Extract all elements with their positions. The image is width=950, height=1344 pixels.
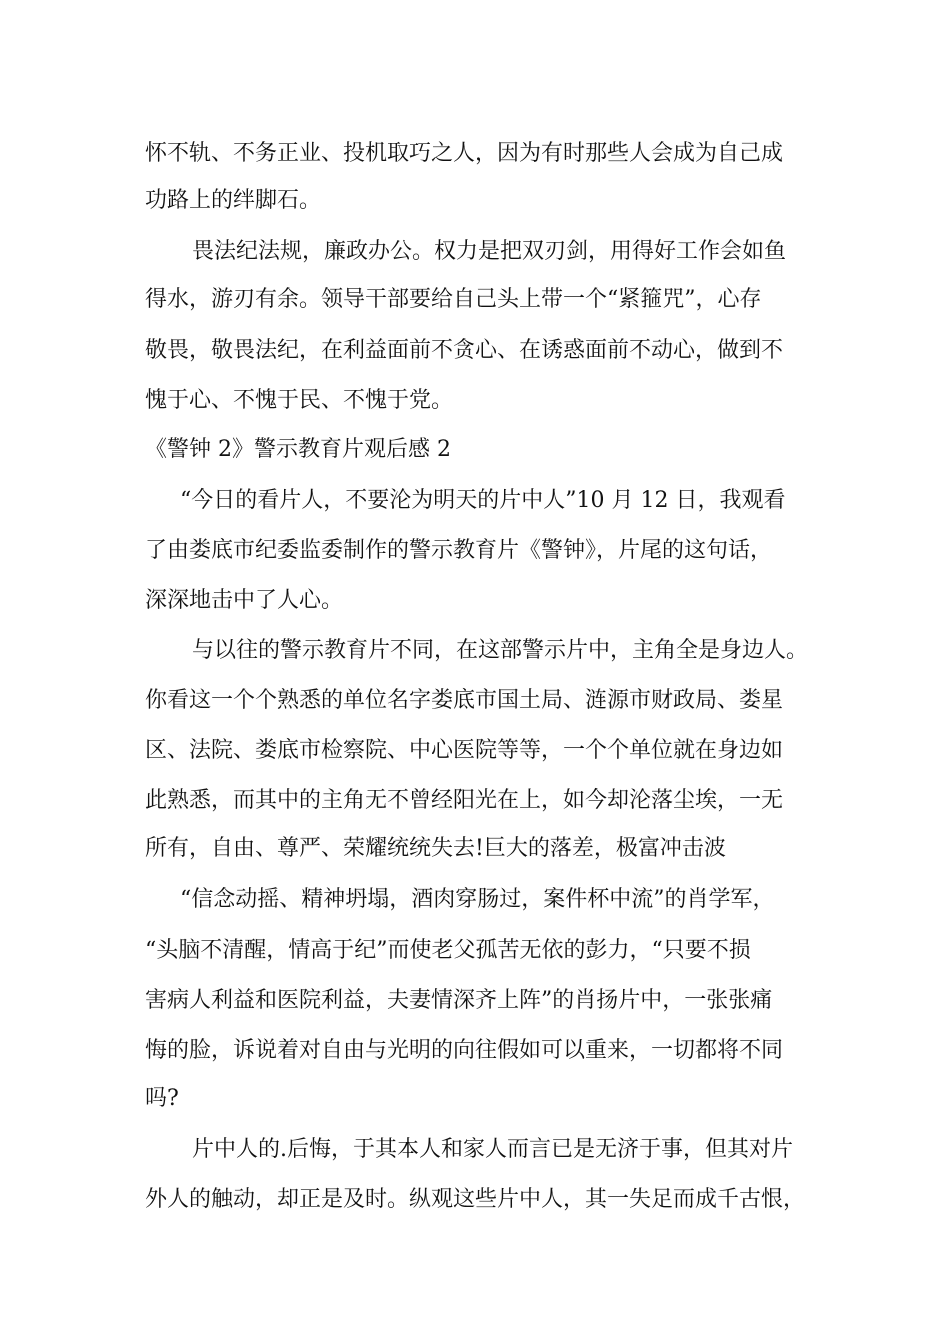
paragraph-line: 外人的触动，却正是及时。纵观这些片中人，其一失足而成千古恨，	[145, 1187, 806, 1212]
paragraph-line: 害病人利益和医院利益，夫妻情深齐上阵”的肖扬片中，一张张痛	[145, 988, 773, 1013]
paragraph-line: “头脑不清醒，情高于纪”而使老父孤苦无依的彭力，“只要不损	[145, 938, 751, 963]
paragraph-line: 了由娄底市纪委监委制作的警示教育片《警钟》，片尾的这句话，	[145, 538, 773, 563]
paragraph-line: 所有，自由、尊严、荣耀统统失去!巨大的落差，极富冲击波	[145, 836, 726, 861]
paragraph-line: 你看这一个个熟悉的单位名字娄底市国土局、涟源市财政局、娄星	[145, 688, 784, 713]
paragraph-line: 功路上的绊脚石。	[145, 188, 322, 213]
paragraph-line: “信念动摇、精神坍塌，酒肉穿肠过，案件杯中流”的肖学军，	[180, 887, 775, 912]
paragraph-line: 愧于心、不愧于民、不愧于党。	[145, 388, 454, 413]
paragraph-line: 畏法纪法规，廉政办公。权力是把双刃剑，用得好工作会如鱼	[192, 239, 787, 264]
paragraph-line: 此熟悉，而其中的主角无不曾经阳光在上，如今却沦落尘埃，一无	[145, 788, 784, 813]
paragraph-line: 与以往的警示教育片不同，在这部警示片中，主角全是身边人。	[192, 638, 809, 663]
paragraph-line: 得水，游刃有余。领导干部要给自己头上带一个“紧箍咒”，心存	[145, 287, 762, 312]
paragraph-line: 深深地击中了人心。	[145, 588, 344, 613]
paragraph-line: 怀不轨、不务正业、投机取巧之人，因为有时那些人会成为自己成	[145, 141, 784, 166]
section-heading: 《警钟 2》警示教育片观后感 2	[145, 437, 451, 462]
paragraph-line: 敬畏，敬畏法纪，在利益面前不贪心、在诱惑面前不动心，做到不	[145, 338, 784, 363]
paragraph-line: 吗?	[145, 1086, 179, 1111]
paragraph-line: “今日的看片人，不要沦为明天的片中人”10 月 12 日，我观看	[180, 488, 786, 513]
paragraph-line: 区、法院、娄底市检察院、中心医院等等，一个个单位就在身边如	[145, 738, 784, 763]
paragraph-line: 片中人的.后悔，于其本人和家人而言已是无济于事，但其对片	[192, 1137, 793, 1162]
paragraph-line: 悔的脸，诉说着对自由与光明的向往假如可以重来，一切都将不同	[145, 1038, 784, 1063]
